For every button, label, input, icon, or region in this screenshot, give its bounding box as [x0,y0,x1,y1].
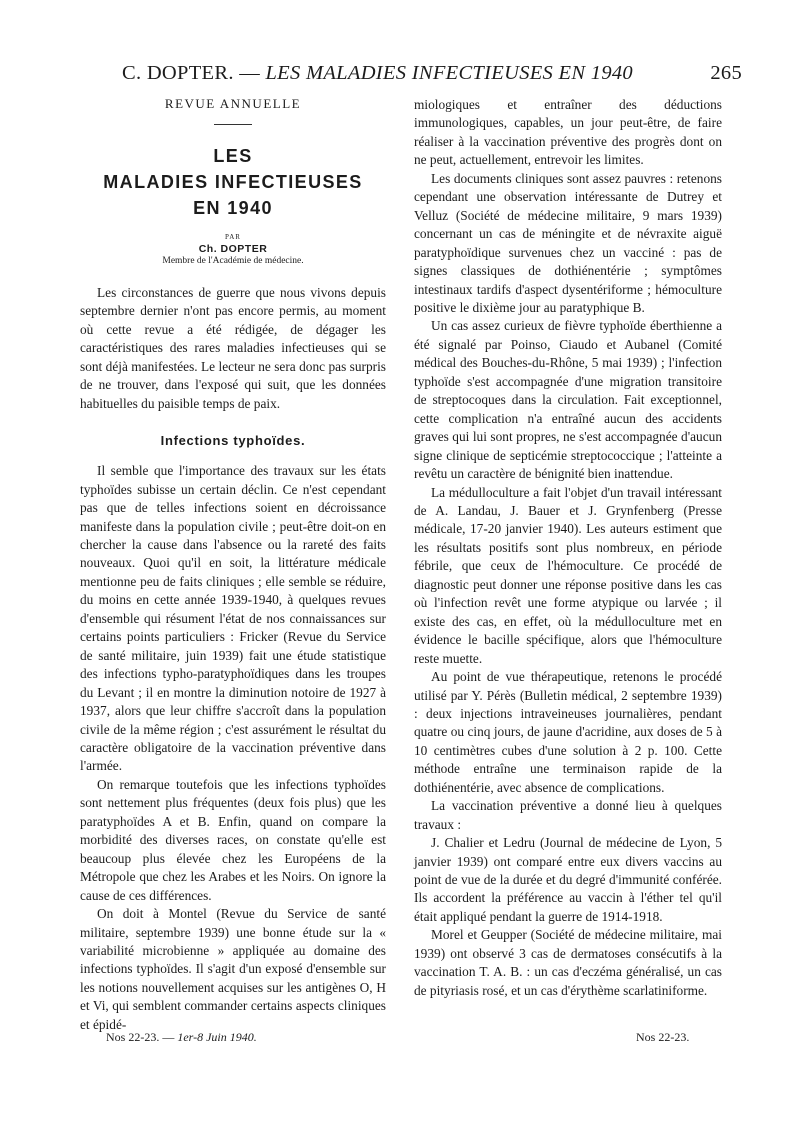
running-head [122,62,742,85]
byline-par: PAR [225,233,241,241]
body-paragraph: Un cas assez curieux de fièvre typhoïde éberthienne a été signalé par Poinso, Ciaudo et Aubanel (Comité médical des Bouches-du-Rhône, 5 mai 1939) ; l'infection typhoïde s'est accompagnée d'une migration transitoire de streptocoques dans la circulation. Fait exceptionnel, cette complication n'a entraîné aucun des accidents graves qui lui sont propres, ne s'est accompagnée d'aucun signe clinique de septicémie streptococcique ; l'atteinte a revêtu un caractère de bénignité bien inattendue. [414,318,722,482]
body-paragraph: La vaccination préventive a donné lieu à quelques travaux : [414,798,722,832]
section-heading: Infections typhoïdes. [160,433,306,449]
footer-issue-left: Nos 22-23. — [106,1030,175,1044]
author-affiliation: Membre de l'Académie de médecine. [162,256,304,266]
page-number: 265 [710,62,742,84]
left-column [80,96,386,1034]
right-column [414,96,722,1000]
running-head-author: C. DOPTER. [122,62,234,84]
body-paragraph: Les documents cliniques sont assez pauvres : retenons cependant une observation intéressante de Dutrey et Velluz (Société de médecine militaire, 9 mars 1939) concernant un cas de méningite et de névraxite aiguë paratyphoïdique survenues chez un vacciné : pas de signes classiques de dothiénentérie ; symptômes intestinaux tardifs d'aspect dysentériforme ; hémoculture positive le dixième jour au paratyphique B. [414,170,722,315]
body-paragraph: Il semble que l'importance des travaux sur les états typhoïdes subisse un certain déclin. Ce n'est cependant pas que de telles infections soient en décroissance manifeste dans la population civile ; peut-être doit-on en chercher la cause dans l'absence ou la rareté des faits nouveaux. Quoi qu'il en soit, la littérature médicale mentionne peu de faits cliniques ; elle semble se réduire, du moins en cette année 1939-1940, à quelques revues d'ensemble qui résument l'état de nos connaissances sur certains points particuliers : Fricker (Revue du Service de santé militaire, juin 1939) fait une étude statistique des infections typho-paratyphoïdiques dans les troupes du Levant ; il en montre la diminution notoire de 1927 à 1937, alors que leur chiffre s'accroît dans la population civile de la même région ; c'est assurément le résultat du caractère obligatoire de la vaccination préventive dans l'armée. [80,463,386,774]
article-title-line-3: EN 1940 [193,198,273,218]
article-author: Ch. DOPTER [198,243,268,255]
body-paragraph-continued: miologiques et entraîner des déductions immunologiques, capables, un jour peut-être, de faire réaliser à la vaccination préventive des progrès dont on ne peut, actuellement, entrevoir les limites. [414,97,722,168]
running-head-title: LES MALADIES INFECTIEUSES EN [265,62,586,84]
body-paragraph: On remarque toutefois que les infections typhoïdes sont nettement plus fréquentes (deux fois plus) que les paratyphoïdes A et B. Enfin, quand on compare la morbidité des diverses races, on constate qu'elle est beaucoup plus élevée chez les Européens de la Métropole que chez les Arabes et les Noirs. On ignore la cause de ces différences. [80,776,386,903]
body-paragraph: J. Chalier et Ledru (Journal de médecine de Lyon, 5 janvier 1939) ont comparé entre eux divers vaccins au point de vue de la durée et du degré d'immunité conférée. Ils accordent la préférence au vaccin à l'éther tel qu'il était appliqué pendant la guerre de 1914-1918. [414,835,722,924]
title-divider [214,124,252,125]
body-paragraph: Morel et Geupper (Société de médecine militaire, mai 1939) ont observé 3 cas de dermatoses consécutifs à la vaccination T. A. B. : un cas d'eczéma généralisé, un cas de pityriasis rosé, et un cas d'érythème scarlatiniforme. [414,927,722,998]
article-kicker: REVUE ANNUELLE [164,96,302,111]
footer-left [106,1030,257,1045]
article-title-line-1: LES [213,146,253,166]
running-head-dash: — [239,62,261,84]
intro-paragraph: Les circonstances de guerre que nous vivons depuis septembre dernier n'ont pas encore permis, au moment où cette revue a été rédigée, de dégager les caractéristiques des rares maladies infectieuses qui se sont déjà manifestées. Le lecteur ne sera donc pas surpris de ne trouver, dans l'exposé qui suit, que les données habituelles du paisible temps de paix. [80,285,386,411]
footer-issue-right: Nos 22-23. [636,1030,690,1044]
footer-date: 1er-8 Juin 1940. [177,1030,257,1044]
running-head-year: 1940 [590,62,633,84]
article-title-line-2: MALADIES INFECTIEUSES [103,172,363,192]
body-paragraph: On doit à Montel (Revue du Service de santé militaire, septembre 1939) une bonne étude sur la « variabilité microbienne » appliquée au domaine des infections typhoïdes. Il s'agit d'un exposé d'ensemble sur les notions nouvellement acquises sur les antigènes O, H et Vi, qui semblent commander certains aspects cliniques et épidé- [80,906,386,1032]
body-paragraph: La médulloculture a fait l'objet d'un travail intéressant de A. Landau, J. Bauer et J. Grynfenberg (Presse médicale, 17-20 janvier 1940). Les auteurs estiment que les résultats positifs sont plus nombreux, en période fébrile, que ceux de l'hémoculture. Ce procédé de diagnostic peut donner une réponse positive dans les cas où l'infection revêt une forme atypique ou larvée ; il existe des cas, en effet, où la médulloculture met en évidence le bacille spécifique, alors que l'hémoculture reste muette. [414,484,722,666]
body-paragraph: Au point de vue thérapeutique, retenons le procédé utilisé par Y. Pérès (Bulletin médical, 2 septembre 1939) : deux injections intraveineuses journalières, pendant quatre ou cinq jours, de jaune d'acridine, aux doses de 5 à 10 centimètres cubes d'une solution à 2 p. 100. Cette méthode entraîne une terminaison rapide de la dothiénentérie, avec absence de complications. [414,669,722,795]
